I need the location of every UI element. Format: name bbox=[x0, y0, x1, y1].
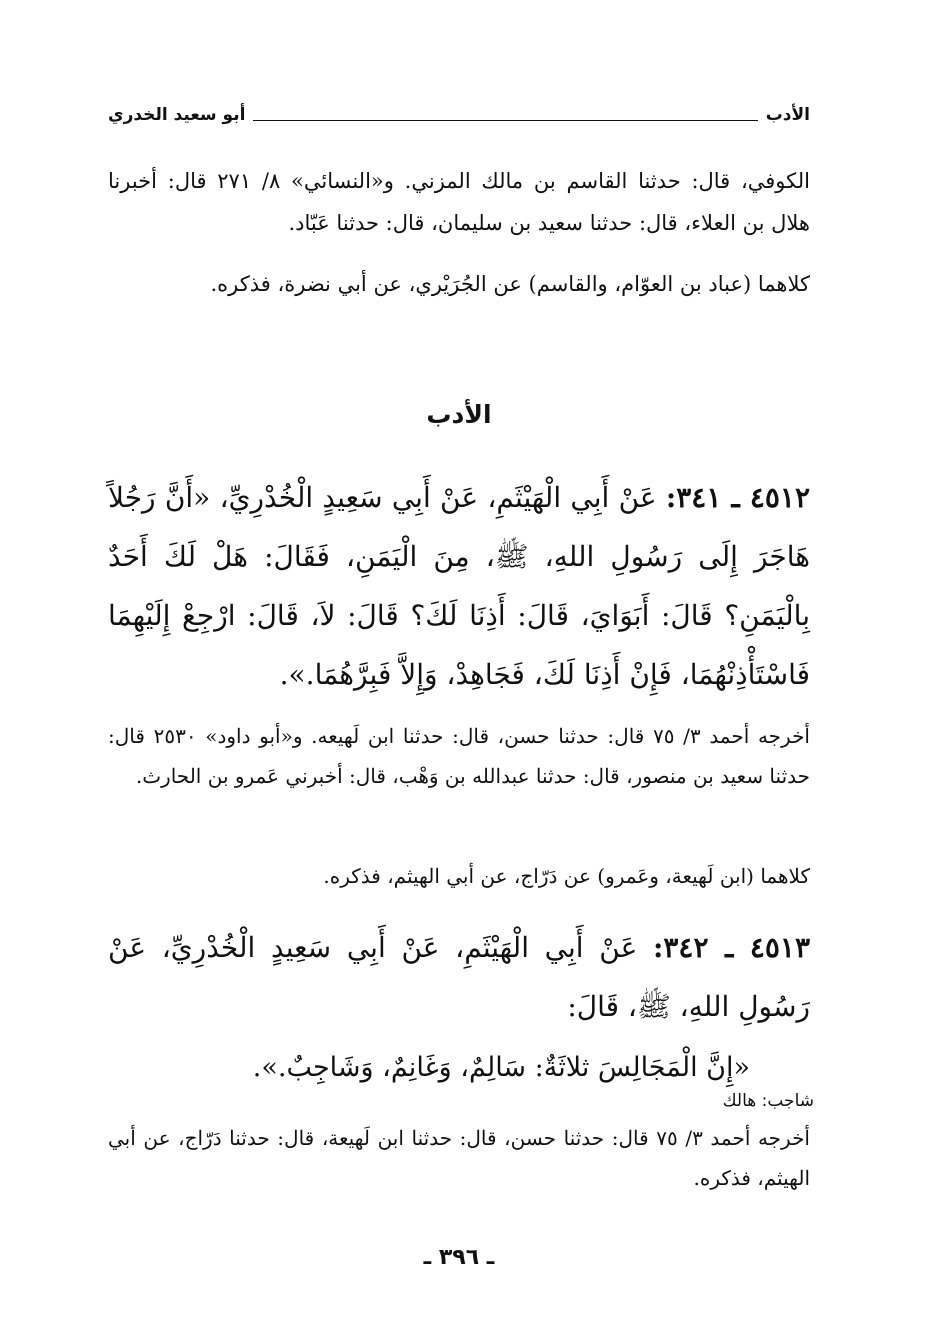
hadith-4513 bbox=[108, 918, 810, 1036]
hadith-text: عَنْ أَبِي الْهَيْثَمِ، عَنْ أَبِي سَعِيدٍ الْخُدْرِيِّ، «أَنَّ رَجُلاً هَاجَرَ إِلَى رَسُولِ اللهِ، ﷺ، مِنَ الْيَمَنِ، فَقَالَ: هَلْ لَكَ أَحَدٌ بِالْيَمَنِ؟ قَالَ: أَبَوَايَ، قَالَ: أَذِنَا لَكَ؟ قَالَ: لاَ، قَالَ: ارْجِعْ إِلَيْهِمَا فَاسْتَأْذِنْهُمَا، فَإِنْ أَذِنَا لَكَ، فَجَاهِدْ، وَإِلاَّ فَبِرَّهُمَا.». bbox=[108, 481, 810, 691]
section-title: الأدب bbox=[426, 400, 492, 429]
hadith-4513-quote: «إِنَّ الْمَجَالِسَ ثلاثَةٌ: سَالِمٌ، وَغَانِمٌ، وَشَاجِبٌ.». bbox=[252, 1052, 750, 1083]
header-book-title: أبو سعيد الخدري bbox=[108, 105, 246, 125]
hadith-4512-reference-summary: كلاهما (ابن لَهيعة، وعَمرو) عن دَرّاج، عن أبي الهيثم، فذكره. bbox=[323, 864, 810, 888]
hadith-number: ٤٥١٢ ـ ٣٤١: bbox=[665, 481, 810, 514]
hadith-4513-reference: أخرجه أحمد ٣/ ٧٥ قال: حدثنا حسن، قال: حدثنا ابن لَهيعة، قال: حدثنا دَرّاج، عن أبي الهيثم، فذكره. bbox=[108, 1126, 810, 1190]
hadith-text: عَنْ أَبِي الْهَيْثَمِ، عَنْ أَبِي سَعِيدٍ الْخُدْرِيِّ، عَنْ رَسُولِ اللهِ، ﷺ، قَالَ: bbox=[108, 931, 810, 1023]
hadith-4512-reference: أخرجه أحمد ٣/ ٧٥ قال: حدثنا حسن، قال: حدثنا ابن لَهيعه. و«أبو داود» ٢٥٣٠ قال: حدثنا سعيد بن منصور، قال: حدثنا عبدالله بن وَهْب، قال: أخبرني عَمرو بن الحارث. bbox=[108, 724, 810, 788]
header-chapter-title: الأدب bbox=[765, 105, 810, 125]
continued-reference-paragraph: الكوفي، قال: حدثنا القاسم بن مالك المزني. و«النسائي» ٨/ ٢٧١ قال: أخبرنا هلال بن العلاء، قال: حدثنا سعيد بن سليمان، قال: حدثنا عَبّاد. bbox=[108, 169, 810, 235]
hadith-number: ٤٥١٣ ـ ٣٤٢: bbox=[653, 931, 810, 964]
header-rule bbox=[253, 120, 757, 121]
continued-reference-summary: كلاهما (عباد بن العوّام، والقاسم) عن الجُرَيْري، عن أبي نضرة، فذكره. bbox=[210, 272, 810, 296]
hadith-4512 bbox=[108, 468, 810, 704]
page-number: ـ ٣٩٦ ـ bbox=[423, 1245, 495, 1270]
word-gloss: شاجب: هالك bbox=[722, 1091, 814, 1111]
running-header bbox=[108, 92, 810, 126]
